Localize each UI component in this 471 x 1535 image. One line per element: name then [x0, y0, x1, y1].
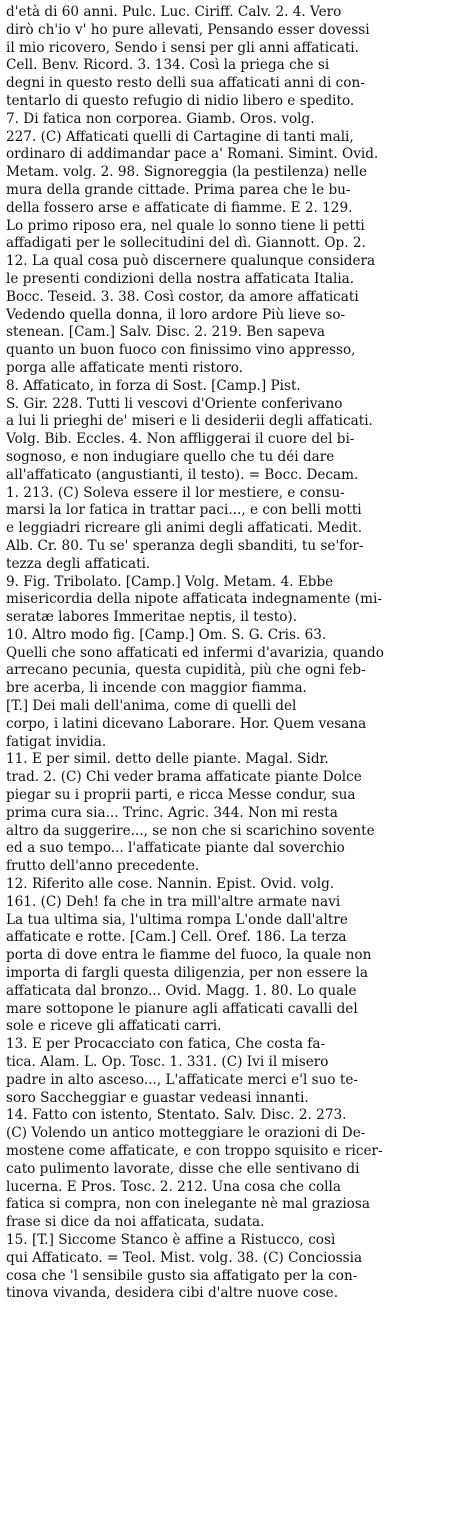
entry-paragraph: 11. E per simil. detto delle piante. Magal. Sidr. trad. 2. (C) Chi veder brama affaticate piante Dolce piegar su i proprii parti, e ricca Messe condur, sua prima cura sia... Trinc. Agric. 344. Non mi resta altro da suggerire..., se non che si scarichino sovente ed a suo tempo... l'affaticate piante dal soverchio frutto dell'anno precedente. — [6, 751, 375, 875]
entry-paragraph: [T.] Dei mali dell'anima, come di quelli del corpo, i latini dicevano Laborare. Hor. Quem vesana fatigat invidia. — [6, 698, 367, 750]
entry-paragraph: 14. Fatto con istento, Stentato. Salv. Disc. 2. 273. (C) Volendo un antico motteggiare le orazioni di De- mostene come affaticate, e con troppo squisito e ricer- cato pulimento lavorate, disse che elle sentivano di lucerna. E Pros. Tosc. 2. 212. Una cosa che colla fatica si compra, non con inelegante nè mal graziosa frase si dice da noi affaticata, sudata. — [6, 1107, 383, 1231]
entry-paragraph: 9. Fig. Tribolato. [Camp.] Volg. Metam. 4. Ebbe misericordia della nipote affaticata indegnamente (mi- seratæ labores Immeritae neptis, il testo). — [6, 573, 382, 626]
entry-paragraph: d'età di 60 anni. Pulc. Luc. Ciriff. Calv. 2. 4. Vero dirò ch'io v' ho pure allevati, Pensando esser dovessi il mio ricovero, Sendo i sensi per gli anni affaticati. Cell. Benv. Ricord. 3. 134. Così la priega che si degni in questo resto delli sua affaticati anni di con- tentarlo di questo refugio di nidio libero e spedito. — [6, 4, 370, 109]
entry-paragraph: 7. Di fatica non corporea. Giamb. Oros. volg. 227. (C) Affaticati quelli di Cartagine di tanti mali, ordinaro di addimandar pace a' Romani. Simint. Ovid. Metam. volg. 2. 98. Signoreggia (la pestilenza) nelle mura della grande cittade. Prima parea che le bu- della fossero arse e affaticate di fiamme. E 2. 129. Lo primo riposo era, nel quale lo sonno tiene li petti affadigati per le sollecitudini del dì. Giannott. Op. 2. 12. La qual cosa può discernere qualunque considera le presenti condizioni della nostra affaticata Italia. Bocc. Teseid. 3. 38. Così costor, da amore affaticati Vedendo quella donna, il loro ardore Più lieve so- stenean. [Cam.] Salv. Disc. 2. 219. Ben sapeva quanto un buon fuoco con finissimo vino appresso, porga alle affaticate menti ristoro. — [6, 110, 379, 376]
entry-paragraph: 8. Affaticato, in forza di Sost. [Camp.] Pist. S. Gir. 228. Tutti li vescovi d'Oriente conferivano a lui li prieghi de' miseri e li desiderii degli affaticati. Volg. Bib. Eccles. 4. Non affliggerai il cuore del bi- sognoso, e non indugiare quello che tu déi dare all'affaticato (angustianti, il testo). = Bocc. Decam. 1. 213. (C) Soleva essere il lor mestiere, e consu- marsi la lor fatica in trattar paci..., e con belli motti e leggiadri ricreare gli animi degli affaticati. Medit. Alb. Cr. 80. Tu se' speranza degli sbanditi, tu se'for- tezza degli affaticati. — [6, 377, 373, 572]
entry-paragraph: 15. [T.] Siccome Stanco è affine a Ristucco, così qui Affaticato. = Teol. Mist. volg. 38. (C) Conciossia cosa che 'l sensibile gusto sia affatigato per la con- tinova vivanda, desidera cibi d'altre nuove cose. — [6, 1231, 363, 1302]
entry-paragraph: 10. Altro modo fig. [Camp.] Om. S. G. Cris. 63. Quelli che sono affaticati ed infermi d'avarizia, quando arrecano pecunia, questa cupidità, più che ogni feb- bre acerba, li incende con maggior fiamma. — [6, 626, 384, 697]
entry-paragraph: 13. E per Procacciato con fatica, Che costa fa- tica. Alam. L. Op. Tosc. 1. 331. (C) Ivi il misero padre in alto asceso..., L'affaticate merci e'l suo te- soro Saccheggiar e guastar vedeasi innanti. — [6, 1036, 358, 1106]
entry-paragraph: 12. Riferito alle cose. Nannin. Epist. Ovid. volg. 161. (C) Deh! fa che in tra mill'altre armate navi La tua ultima sia, l'ultima rompa L'onde dall'altre affaticate e rotte. [Cam.] Cell. Oref. 186. La terza porta di dove entra le fiamme del fuoco, la quale non importa di fargli questa diligenzia, per non essere la affaticata dal bronzo... Ovid. Magg. 1. 80. Lo quale mare sottopone le pianure agli affaticati cavalli del sole e riceve gli affaticati carri. — [6, 876, 372, 1035]
